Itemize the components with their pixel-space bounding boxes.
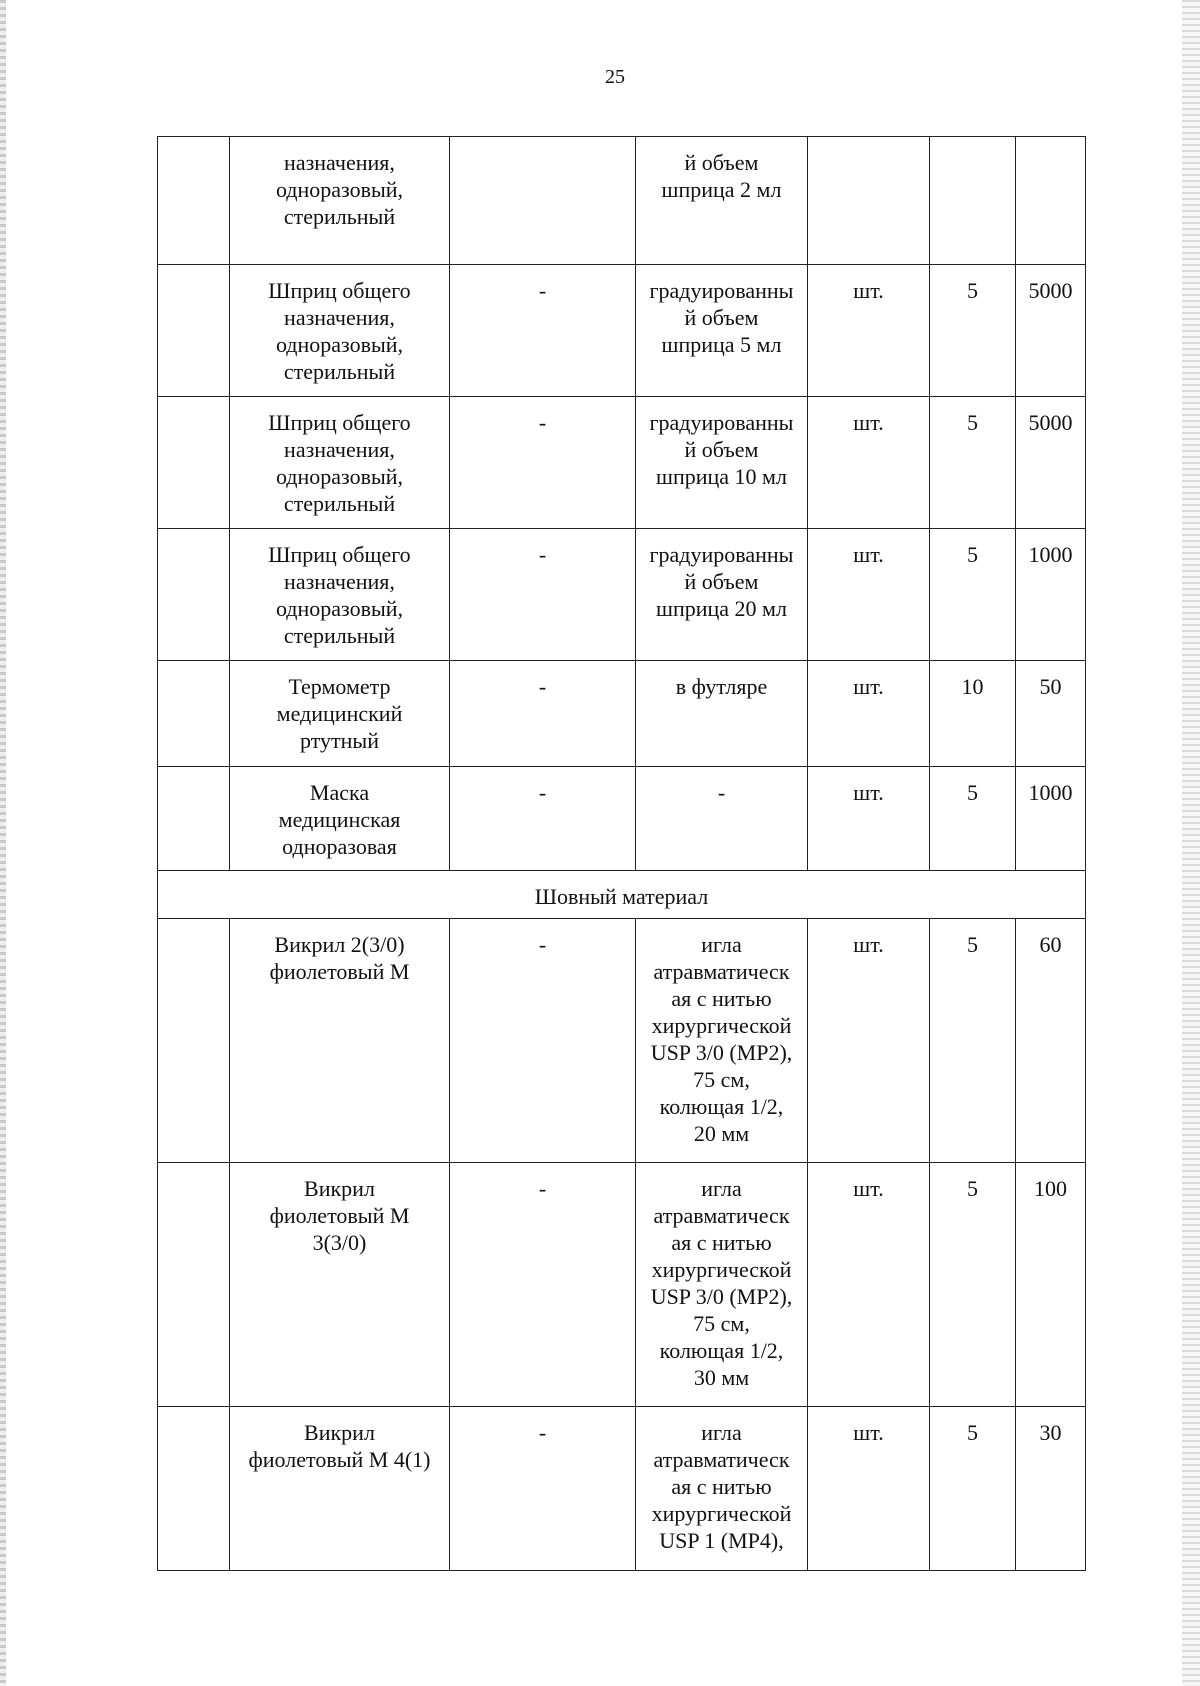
qty-cell: 5: [930, 1407, 1016, 1571]
supplies-table: [157, 136, 1086, 1571]
unit-cell: шт.: [808, 397, 930, 529]
table-row: [158, 397, 1086, 529]
qty-cell: 5: [930, 919, 1016, 1163]
qty-cell: 5: [930, 265, 1016, 397]
qty-cell: 5: [930, 529, 1016, 661]
item-name-cell: Маска медицинская одноразовая: [230, 767, 450, 871]
col3-cell: -: [450, 529, 636, 661]
col3-cell: -: [450, 265, 636, 397]
col3-cell: -: [450, 1163, 636, 1407]
table-row: [158, 137, 1086, 265]
row-number-cell: [158, 1407, 230, 1571]
total-cell: 100: [1016, 1163, 1086, 1407]
col3-cell: [450, 137, 636, 265]
description-cell: й объем шприца 2 мл: [636, 137, 808, 265]
row-number-cell: [158, 137, 230, 265]
total-cell: 5000: [1016, 397, 1086, 529]
row-number-cell: [158, 265, 230, 397]
description-cell: игла атравматическ ая с нитью хирургической USP 3/0 (МР2), 75 см, колющая 1/2, 30 мм: [636, 1163, 808, 1407]
description-cell: игла атравматическ ая с нитью хирургической USP 3/0 (МР2), 75 см, колющая 1/2, 20 мм: [636, 919, 808, 1163]
rows-before-section: [158, 137, 1086, 871]
description-cell: в футляре: [636, 661, 808, 767]
total-cell: 5000: [1016, 265, 1086, 397]
item-name-cell: Викрил фиолетовый М 3(3/0): [230, 1163, 450, 1407]
total-cell: 50: [1016, 661, 1086, 767]
table-row: [158, 1163, 1086, 1407]
description-cell: игла атравматическ ая с нитью хирургической USP 1 (МР4),: [636, 1407, 808, 1571]
unit-cell: шт.: [808, 661, 930, 767]
row-number-cell: [158, 1163, 230, 1407]
total-cell: 1000: [1016, 529, 1086, 661]
unit-cell: шт.: [808, 767, 930, 871]
row-number-cell: [158, 919, 230, 1163]
scan-edge-left: [0, 0, 6, 1686]
total-cell: [1016, 137, 1086, 265]
total-cell: 30: [1016, 1407, 1086, 1571]
item-name-cell: Шприц общего назначения, одноразовый, стерильный: [230, 529, 450, 661]
unit-cell: [808, 137, 930, 265]
col3-cell: -: [450, 1407, 636, 1571]
description-cell: градуированны й объем шприца 20 мл: [636, 529, 808, 661]
section-title: Шовный материал: [158, 871, 1086, 919]
section-row: [158, 871, 1086, 919]
qty-cell: 5: [930, 397, 1016, 529]
item-name-cell: Викрил 2(3/0) фиолетовый М: [230, 919, 450, 1163]
rows-after-section: [158, 919, 1086, 1571]
table-row: [158, 919, 1086, 1163]
item-name-cell: Шприц общего назначения, одноразовый, стерильный: [230, 397, 450, 529]
unit-cell: шт.: [808, 1163, 930, 1407]
section-header-group: [158, 871, 1086, 919]
total-cell: 60: [1016, 919, 1086, 1163]
table-row: [158, 1407, 1086, 1571]
row-number-cell: [158, 767, 230, 871]
row-number-cell: [158, 529, 230, 661]
col3-cell: -: [450, 767, 636, 871]
unit-cell: шт.: [808, 265, 930, 397]
table-row: [158, 529, 1086, 661]
qty-cell: 10: [930, 661, 1016, 767]
total-cell: 1000: [1016, 767, 1086, 871]
table-row: [158, 661, 1086, 767]
row-number-cell: [158, 661, 230, 767]
description-cell: -: [636, 767, 808, 871]
qty-cell: 5: [930, 1163, 1016, 1407]
scan-edge-right: [1182, 0, 1200, 1686]
unit-cell: шт.: [808, 919, 930, 1163]
row-number-cell: [158, 397, 230, 529]
item-name-cell: Термометр медицинский ртутный: [230, 661, 450, 767]
qty-cell: [930, 137, 1016, 265]
col3-cell: -: [450, 661, 636, 767]
description-cell: градуированны й объем шприца 10 мл: [636, 397, 808, 529]
item-name-cell: Викрил фиолетовый М 4(1): [230, 1407, 450, 1571]
col3-cell: -: [450, 919, 636, 1163]
table-row: [158, 767, 1086, 871]
description-cell: градуированны й объем шприца 5 мл: [636, 265, 808, 397]
col3-cell: -: [450, 397, 636, 529]
unit-cell: шт.: [808, 1407, 930, 1571]
item-name-cell: назначения, одноразовый, стерильный: [230, 137, 450, 265]
item-name-cell: Шприц общего назначения, одноразовый, стерильный: [230, 265, 450, 397]
qty-cell: 5: [930, 767, 1016, 871]
page-number: 25: [605, 66, 625, 88]
unit-cell: шт.: [808, 529, 930, 661]
table-row: [158, 265, 1086, 397]
